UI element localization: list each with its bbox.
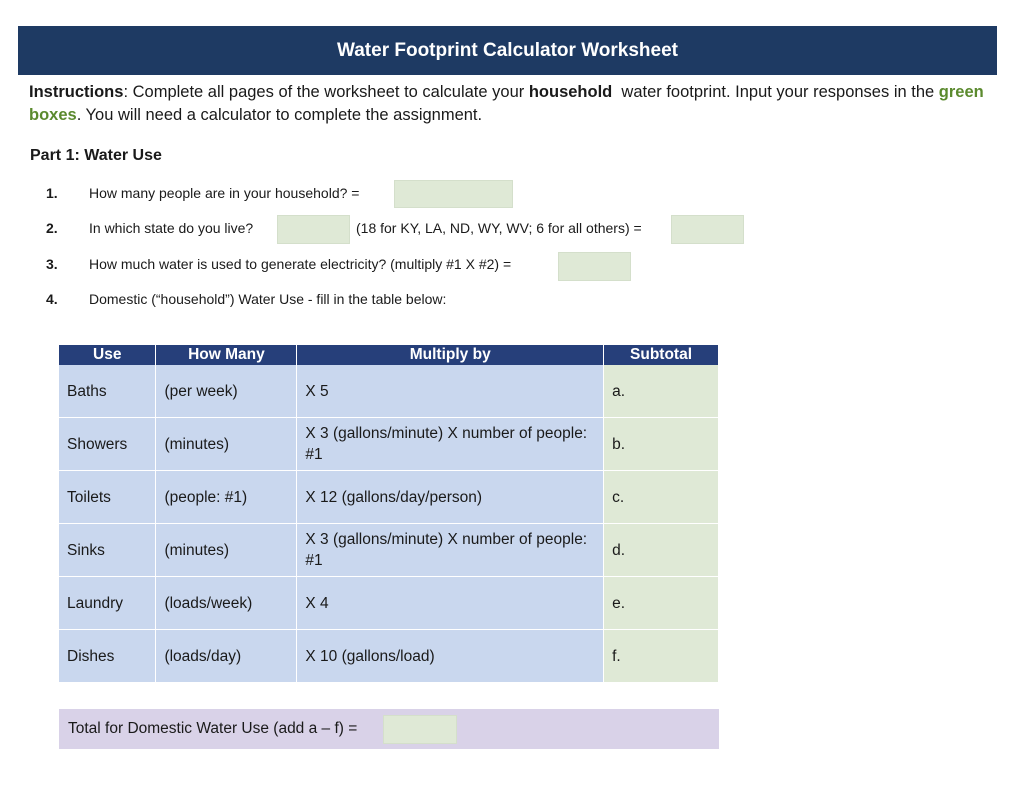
question-number: 3. — [46, 256, 58, 272]
table-row — [59, 630, 719, 683]
multiply-cell: X 4 — [297, 577, 604, 630]
multiply-cell: X 3 (gallons/minute) X number of people: #1 — [297, 524, 604, 577]
electricity-water-input[interactable] — [558, 252, 631, 281]
state-factor-input[interactable] — [671, 215, 744, 244]
column-header-use: Use — [59, 345, 156, 365]
table-row — [59, 524, 719, 577]
multiply-cell: X 10 (gallons/load) — [297, 630, 604, 683]
column-header-how-many: How Many — [156, 345, 297, 365]
total-domestic-water-input[interactable] — [383, 715, 457, 744]
instructions-bold-word: household — [528, 83, 613, 101]
question-number: 2. — [46, 220, 58, 236]
instructions-green-word: green boxes — [29, 83, 984, 124]
subtotal-input[interactable]: d. — [604, 524, 719, 577]
total-label: Total for Domestic Water Use (add a – f) = — [68, 720, 358, 737]
multiply-cell: X 12 (gallons/day/person) — [297, 471, 604, 524]
question-number: 4. — [46, 291, 58, 307]
table-row — [59, 365, 719, 418]
subtotal-input[interactable]: f. — [604, 630, 719, 683]
question-text: How many people are in your household? = — [89, 185, 360, 201]
part-1-heading: Part 1: Water Use — [30, 147, 162, 164]
column-header-multiply-by: Multiply by — [297, 345, 604, 365]
column-header-subtotal: Subtotal — [604, 345, 719, 365]
use-cell: Baths — [59, 365, 156, 418]
table-row — [59, 418, 719, 471]
instructions-paragraph — [29, 81, 989, 127]
multiply-cell: X 3 (gallons/minute) X number of people: #1 — [297, 418, 604, 471]
domestic-water-table — [59, 345, 719, 683]
question-text: How much water is used to generate electricity? (multiply #1 X #2) = — [89, 256, 512, 272]
use-cell: Toilets — [59, 471, 156, 524]
how-many-cell[interactable]: (minutes) — [156, 418, 297, 471]
question-text-after: (18 for KY, LA, ND, WY, WV; 6 for all others) = — [356, 220, 642, 236]
subtotal-input[interactable]: e. — [604, 577, 719, 630]
state-input[interactable] — [277, 215, 350, 244]
how-many-cell[interactable]: (per week) — [156, 365, 297, 418]
table-header-row — [59, 345, 719, 365]
instructions-text-1: : Complete all pages of the worksheet to calculate your — [123, 83, 529, 101]
instructions-text-2: water footprint. Input your responses in the — [612, 83, 939, 101]
subtotal-input[interactable]: b. — [604, 418, 719, 471]
multiply-cell: X 5 — [297, 365, 604, 418]
use-cell: Dishes — [59, 630, 156, 683]
worksheet-title-bar — [18, 26, 997, 75]
instructions-label: Instructions — [29, 83, 124, 101]
use-cell: Laundry — [59, 577, 156, 630]
how-many-cell[interactable]: (people: #1) — [156, 471, 297, 524]
use-cell: Sinks — [59, 524, 156, 577]
instructions-text-3: . You will need a calculator to complete the assignment. — [76, 106, 483, 124]
how-many-cell[interactable]: (minutes) — [156, 524, 297, 577]
use-cell: Showers — [59, 418, 156, 471]
question-text: Domestic (“household”) Water Use - fill in the table below: — [89, 291, 447, 307]
total-domestic-water-bar — [59, 709, 719, 749]
how-many-cell[interactable]: (loads/day) — [156, 630, 297, 683]
how-many-cell[interactable]: (loads/week) — [156, 577, 297, 630]
subtotal-input[interactable]: a. — [604, 365, 719, 418]
question-number: 1. — [46, 185, 58, 201]
table-row — [59, 471, 719, 524]
subtotal-input[interactable]: c. — [604, 471, 719, 524]
table-row — [59, 577, 719, 630]
household-size-input[interactable] — [394, 180, 513, 208]
worksheet-title: Water Footprint Calculator Worksheet — [337, 39, 678, 61]
question-text: In which state do you live? — [89, 220, 254, 236]
